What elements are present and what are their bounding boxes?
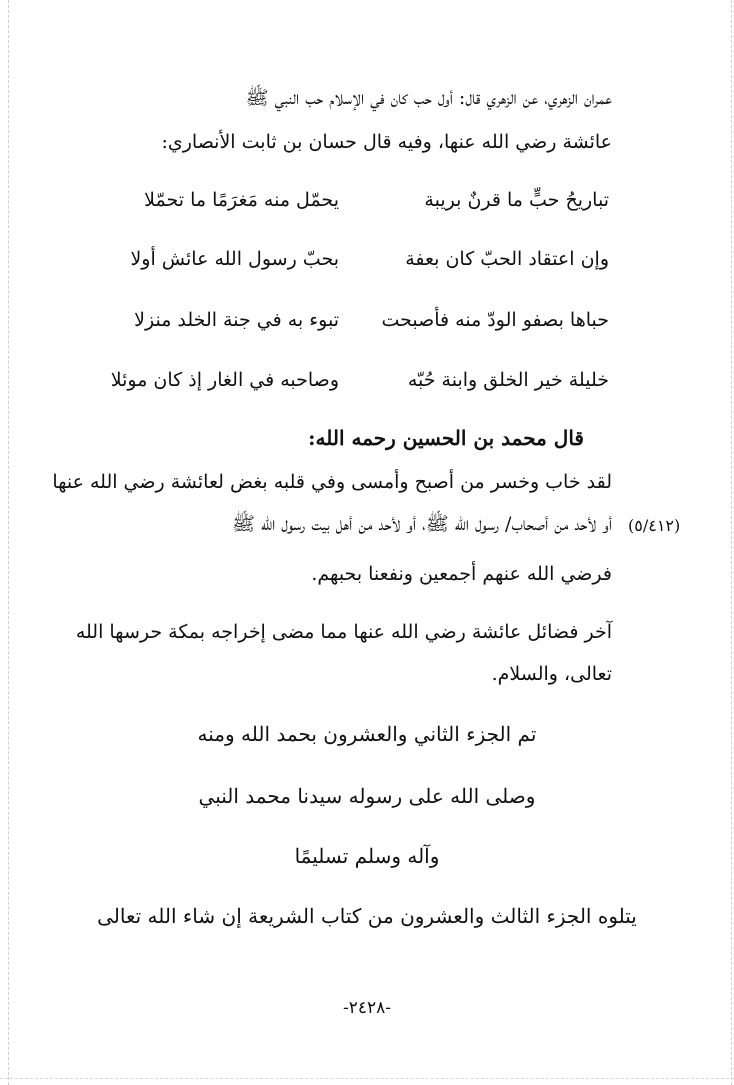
section-heading: قال محمد بن الحسين رحمه الله: (308, 426, 584, 450)
scan-guide-line (0, 1078, 734, 1079)
paragraph-3-line-1: آخر فضائل عائشة رضي الله عنها مما مضى إخراجه بمكة حرسها الله (75, 621, 612, 643)
poem-verse-1-second-hemistich: يحمّل منه مَغرَمًا ما تحمّلا (144, 189, 339, 211)
poem-verse-2-first-hemistich: وإن اعتقاد الحبّ كان بعفة (405, 248, 609, 270)
colophon-line-3: وآله وسلم تسليمًا (294, 844, 440, 868)
poem-verse-2-second-hemistich: بحبّ رسول الله عائش أولا (130, 248, 339, 270)
page-number: -٢٤٢٨- (342, 998, 392, 1018)
poem-verse-3-second-hemistich: تبوء به في جنة الخلد منزلا (134, 309, 339, 331)
paragraph-2-line-2: أو لأحد من أصحاب/ رسول الله ﷺ، أو لأحد من أهل بيت رسول الله ﷺ (232, 513, 612, 535)
paragraph-2-line-1: لقد خاب وخسر من أصبح وأمسى وفي قلبه بغض لعائشة رضي الله عنها (52, 471, 612, 493)
colophon-line-1: تم الجزء الثاني والعشرون بحمد الله ومنه (197, 722, 537, 746)
poem-verse-1-first-hemistich: تباريحُ حبٍّ ما قرنٌ بريبة (424, 189, 609, 211)
margin-reference-note: (٥/٤١٢) (628, 516, 681, 535)
intro-line-1: عمران الزهري، عن الزهري قال: أول حب كان في الإسلام حب النبي ﷺ (245, 87, 612, 109)
colophon-line-4: يتلوه الجزء الثالث والعشرون من كتاب الشريعة إن شاء الله تعالى (97, 904, 637, 928)
paragraph-3-line-2: تعالى، والسلام. (491, 663, 612, 685)
poem-verse-4-second-hemistich: وصاحبه في الغار إذ كان موئلا (110, 369, 339, 391)
poem-verse-3-first-hemistich: حباها بصفو الودّ منه فأصبحت (381, 309, 609, 331)
intro-line-2: عائشة رضي الله عنها، وفيه قال حسان بن ثابت الأنصاري: (161, 131, 612, 153)
paragraph-2-line-3: فرضي الله عنهم أجمعين ونفعنا بحبهم. (311, 563, 612, 585)
colophon-line-2: وصلى الله على رسوله سيدنا محمد النبي (198, 784, 536, 808)
poem-verse-4-first-hemistich: خليلة خير الخلق وابنة حُبّه (407, 369, 609, 391)
